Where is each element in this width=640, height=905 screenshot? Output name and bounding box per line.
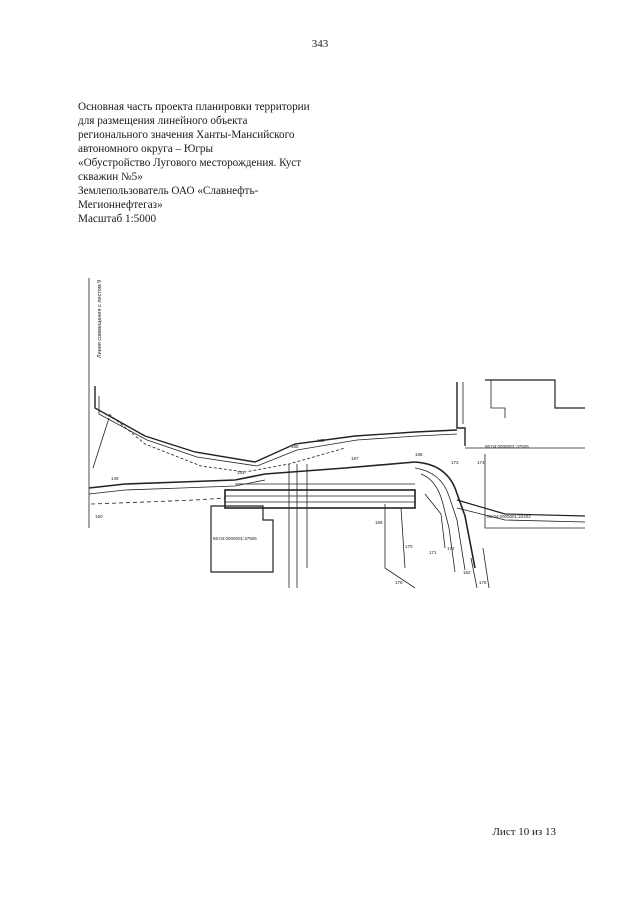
building-outline xyxy=(485,380,585,408)
road-inner xyxy=(99,396,457,466)
scale-line: Масштаб 1:5000 xyxy=(78,213,157,225)
title-line: Мегионнефтегаз» xyxy=(78,199,163,211)
point-label: 175 xyxy=(479,580,487,585)
point-label: 185 xyxy=(317,438,325,443)
point-label: 187 xyxy=(351,456,359,461)
point-label: 150 xyxy=(95,514,103,519)
match-line-label: Линия совмещения с листом 9 xyxy=(97,279,103,358)
parcel-label: 86:04:0000001:22402 xyxy=(487,514,531,519)
point-label: 151 xyxy=(237,470,245,475)
page-number: 343 xyxy=(311,38,329,50)
point-label: 176 xyxy=(395,580,403,585)
junction-curve xyxy=(421,474,455,572)
point-label: 152 xyxy=(463,570,471,575)
boundary-segment xyxy=(425,494,445,548)
point-label: 172 xyxy=(447,546,455,551)
point-label: 188 xyxy=(415,452,423,457)
point-label: 149 xyxy=(111,476,119,481)
parcel-label: 86:04:0000001:37926 xyxy=(213,536,257,541)
site-plan-map xyxy=(85,268,585,588)
title-line: «Обустройство Лугового месторождения. Куст xyxy=(78,157,302,169)
corridor-band xyxy=(225,490,415,508)
pipeline-dashed xyxy=(91,498,225,504)
boundary-segment xyxy=(93,418,109,468)
sheet-label: Лист 10 из 13 xyxy=(492,826,556,838)
junction-curve xyxy=(415,462,475,568)
building-outline xyxy=(491,380,505,418)
point-label: 169 xyxy=(375,520,383,525)
site-plan-drawing xyxy=(85,268,585,588)
title-line: Землепользователь ОАО «Славнефть- xyxy=(78,185,259,197)
boundary-segment xyxy=(401,508,405,568)
title-line: для размещения линейного объекта xyxy=(78,115,248,127)
title-line: регионального значения Ханты-Мансийского xyxy=(78,129,295,141)
point-label: 171 xyxy=(429,550,437,555)
point-label: 170 xyxy=(405,544,413,549)
point-label: 173 xyxy=(451,460,459,465)
parcel-label: 86:04:0000001:37926 xyxy=(485,444,529,449)
road-edge xyxy=(109,414,345,472)
title-line: автономного округа – Югры xyxy=(78,143,214,155)
point-label: 174 xyxy=(477,460,485,465)
title-line: скважин №5» xyxy=(78,171,143,183)
road-right xyxy=(457,382,465,446)
title-line: Основная часть проекта планировки территории xyxy=(78,101,310,113)
title-block xyxy=(78,100,358,226)
point-label: 186 xyxy=(291,444,299,449)
junction-curve xyxy=(415,468,465,570)
road-outer xyxy=(95,386,457,462)
